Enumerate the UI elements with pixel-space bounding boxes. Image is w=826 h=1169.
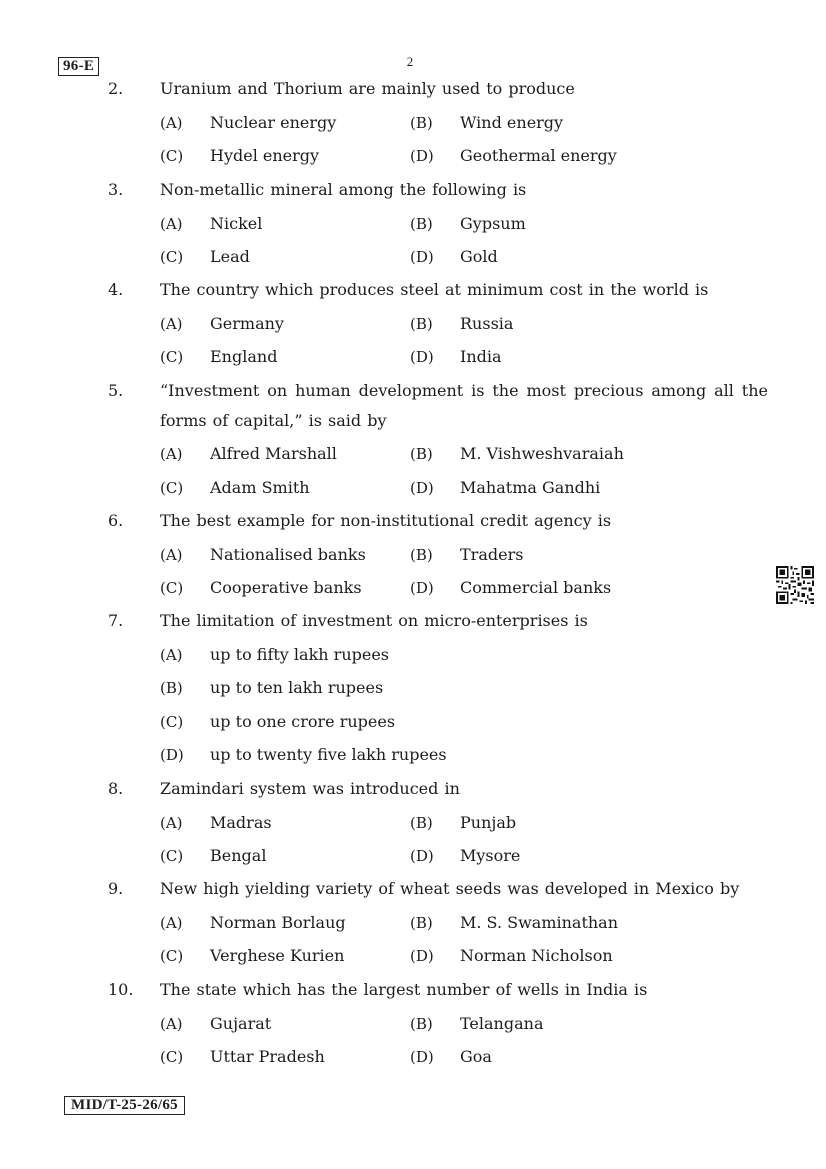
question-text: The limitation of investment on micro-enterprises is (160, 611, 588, 630)
option-text: Germany (210, 313, 284, 333)
option-label: (D) (160, 746, 184, 764)
option-label: (C) (160, 847, 184, 865)
option-label: (A) (160, 545, 183, 564)
option-text: up to fifty lakh rupees (210, 644, 390, 664)
option-text: Goa (460, 1047, 492, 1066)
question-number: 3. (108, 180, 124, 199)
option-text: Traders (460, 544, 524, 564)
option-text: Madras (210, 812, 272, 832)
option-label: (A) (160, 445, 183, 463)
option-label: (A) (160, 913, 183, 932)
question-number: 9. (108, 879, 124, 898)
option-label: (B) (410, 1014, 433, 1033)
question-number: 10. (108, 980, 134, 999)
option-label: (B) (410, 214, 433, 233)
question-text: “Investment on human development is the most precious among all the forms of capital,” is said by (160, 381, 768, 430)
option-label: (C) (160, 947, 184, 965)
option-text: Verghese Kurien (210, 946, 345, 965)
option-label: (D) (410, 579, 434, 597)
question-number: 8. (108, 779, 124, 798)
page-number: 2 (406, 54, 414, 69)
option-text: Lead (210, 247, 250, 266)
option-text: M. S. Swaminathan (460, 912, 619, 932)
question-number: 4. (108, 280, 124, 299)
option-label: (B) (410, 913, 433, 932)
option-label: (C) (160, 248, 184, 266)
option-label: (C) (160, 348, 184, 366)
option-text: Cooperative banks (210, 578, 362, 597)
option-label: (C) (160, 147, 184, 165)
option-text: Telangana (460, 1013, 544, 1033)
option-text: England (210, 347, 278, 366)
option-label: (C) (160, 478, 184, 497)
option-text: up to twenty five lakh rupees (210, 745, 447, 764)
option-text: Nationalised banks (210, 544, 366, 564)
option-text: up to one crore rupees (210, 711, 396, 731)
question-text: The country which produces steel at minimum cost in the world is (160, 280, 709, 299)
option-text: Bengal (210, 846, 267, 865)
option-text: Uttar Pradesh (210, 1047, 325, 1066)
option-label: (B) (410, 813, 433, 832)
question-text: New high yielding variety of wheat seeds was developed in Mexico by (160, 879, 740, 898)
option-label: (A) (160, 645, 183, 664)
question-text: Zamindari system was introduced in (160, 779, 460, 798)
option-text: Russia (460, 313, 514, 333)
option-text: Commercial banks (460, 578, 612, 597)
option-label: (B) (410, 545, 433, 564)
option-text: Nickel (210, 213, 263, 233)
qr-code-icon (776, 566, 814, 604)
option-label: (D) (410, 147, 434, 165)
option-label: (C) (160, 712, 184, 731)
option-text: Alfred Marshall (210, 444, 337, 463)
paper-code-header: 96-E (58, 57, 99, 76)
option-text: Punjab (460, 812, 517, 832)
option-text: Geothermal energy (460, 146, 617, 165)
option-label: (A) (160, 314, 183, 333)
option-label: (A) (160, 813, 183, 832)
option-label: (D) (410, 947, 434, 965)
option-text: Gujarat (210, 1013, 272, 1033)
option-label: (D) (410, 248, 434, 266)
option-text: Adam Smith (210, 477, 310, 497)
question-text: The best example for non-institutional credit agency is (160, 511, 612, 530)
option-label: (B) (160, 679, 183, 697)
option-text: Gold (460, 247, 498, 266)
option-label: (C) (160, 1048, 184, 1066)
option-text: up to ten lakh rupees (210, 678, 384, 697)
question-text: Non-metallic mineral among the following is (160, 180, 527, 199)
option-label: (D) (410, 847, 434, 865)
option-label: (A) (160, 113, 183, 132)
option-text: Norman Nicholson (460, 946, 613, 965)
question-number: 2. (108, 79, 124, 98)
option-text: Mysore (460, 846, 521, 865)
question-number: 6. (108, 511, 124, 530)
option-text: M. Vishweshvaraiah (460, 444, 624, 463)
question-number: 5. (108, 381, 124, 400)
option-text: Mahatma Gandhi (460, 477, 601, 497)
option-text: Norman Borlaug (210, 912, 346, 932)
option-text: Wind energy (460, 112, 564, 132)
option-text: India (460, 347, 502, 366)
question-number: 7. (108, 611, 124, 630)
option-text: Gypsum (460, 213, 526, 233)
option-text: Hydel energy (210, 146, 320, 165)
option-label: (B) (410, 314, 433, 333)
option-label: (A) (160, 1014, 183, 1033)
option-label: (D) (410, 1048, 434, 1066)
question-text: Uranium and Thorium are mainly used to produce (160, 79, 575, 98)
paper-code-footer: MID/T-25-26/65 (64, 1096, 185, 1115)
option-text: Nuclear energy (210, 112, 337, 132)
option-label: (A) (160, 214, 183, 233)
option-label: (D) (410, 478, 434, 497)
option-label: (D) (410, 348, 434, 366)
option-label: (C) (160, 579, 184, 597)
option-label: (B) (410, 445, 433, 463)
option-label: (B) (410, 113, 433, 132)
question-text: The state which has the largest number of wells in India is (160, 980, 648, 999)
